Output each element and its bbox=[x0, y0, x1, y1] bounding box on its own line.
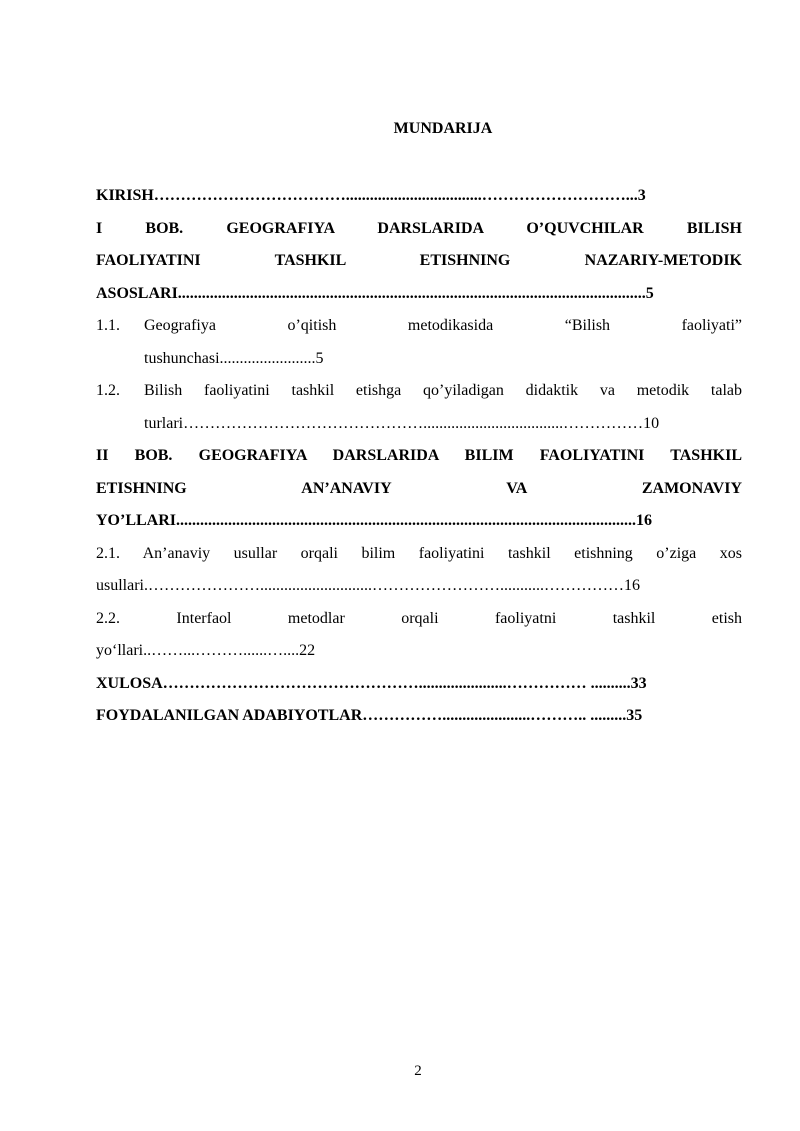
page-number: 2 bbox=[414, 1063, 422, 1079]
toc-entry-bob2-line3[interactable]: YO’LLARI...................................................................................................................16 bbox=[96, 512, 653, 529]
section-number: 1.1. bbox=[96, 317, 120, 334]
section-title: Bilish faoliyatini tashkil etishga qo’yiladigan didaktik va metodik talab bbox=[144, 382, 742, 399]
toc-entry-bob1-line1[interactable]: I BOB. GEOGRAFIYA DARSLARIDA O’QUVCHILAR BILISH bbox=[96, 219, 742, 237]
toc-entry-bob2-line2[interactable]: ETISHNING AN’ANAVIY VA ZAMONAVIY bbox=[96, 479, 742, 497]
toc-entry-2-2[interactable]: 2.2. Interfaol metodlar orqali faoliyatni tashkil etish bbox=[96, 609, 742, 627]
section-number: 1.2. bbox=[96, 382, 120, 399]
toc-entry-1-2[interactable] bbox=[96, 375, 742, 408]
toc-entry-2-2-cont[interactable]: yo‘llari..……...………......…....22 bbox=[96, 642, 316, 659]
toc-entry-bob1-line3[interactable]: ASOSLARI.....................................................................................................................5 bbox=[96, 284, 654, 302]
toc-entry-xulosa[interactable]: XULOSA…………………………………………......................…………… ..........33 bbox=[96, 674, 647, 692]
table-of-contents bbox=[96, 180, 742, 733]
toc-entry-2-1[interactable]: 2.1. An’anaviy usullar orqali bilim faoliyatini tashkil etishning o’ziga xos bbox=[96, 544, 742, 562]
toc-entry-1-2-cont[interactable]: turlari………………………………………...................................……………10 bbox=[144, 414, 660, 432]
toc-entry-1-1-cont[interactable]: tushunchasi........................5 bbox=[144, 349, 324, 367]
toc-entry-2-1-cont[interactable]: usullari.…………………............................……………………...........……………16 bbox=[96, 577, 640, 594]
page-title: MUNDARIJA bbox=[393, 120, 493, 137]
toc-entry-bob2-line1[interactable]: II BOB. GEOGRAFIYA DARSLARIDA BILIM FAOLIYATINI TASHKIL bbox=[96, 447, 742, 464]
toc-entry-bob1-line2[interactable]: FAOLIYATINI TASHKIL ETISHNING NAZARIY-METODIK bbox=[96, 252, 742, 269]
toc-entry-foydalanilgan-adabiyotlar[interactable]: FOYDALANILGAN ADABIYOTLAR……………......................……….. .........35 bbox=[96, 707, 643, 724]
toc-entry-kirish[interactable]: KIRISH………………………………..................................………………………...3 bbox=[96, 187, 646, 204]
section-title: Geografiya o’qitish metodikasida “Bilish faoliyati” bbox=[144, 317, 742, 334]
toc-entry-1-1[interactable] bbox=[96, 310, 742, 343]
